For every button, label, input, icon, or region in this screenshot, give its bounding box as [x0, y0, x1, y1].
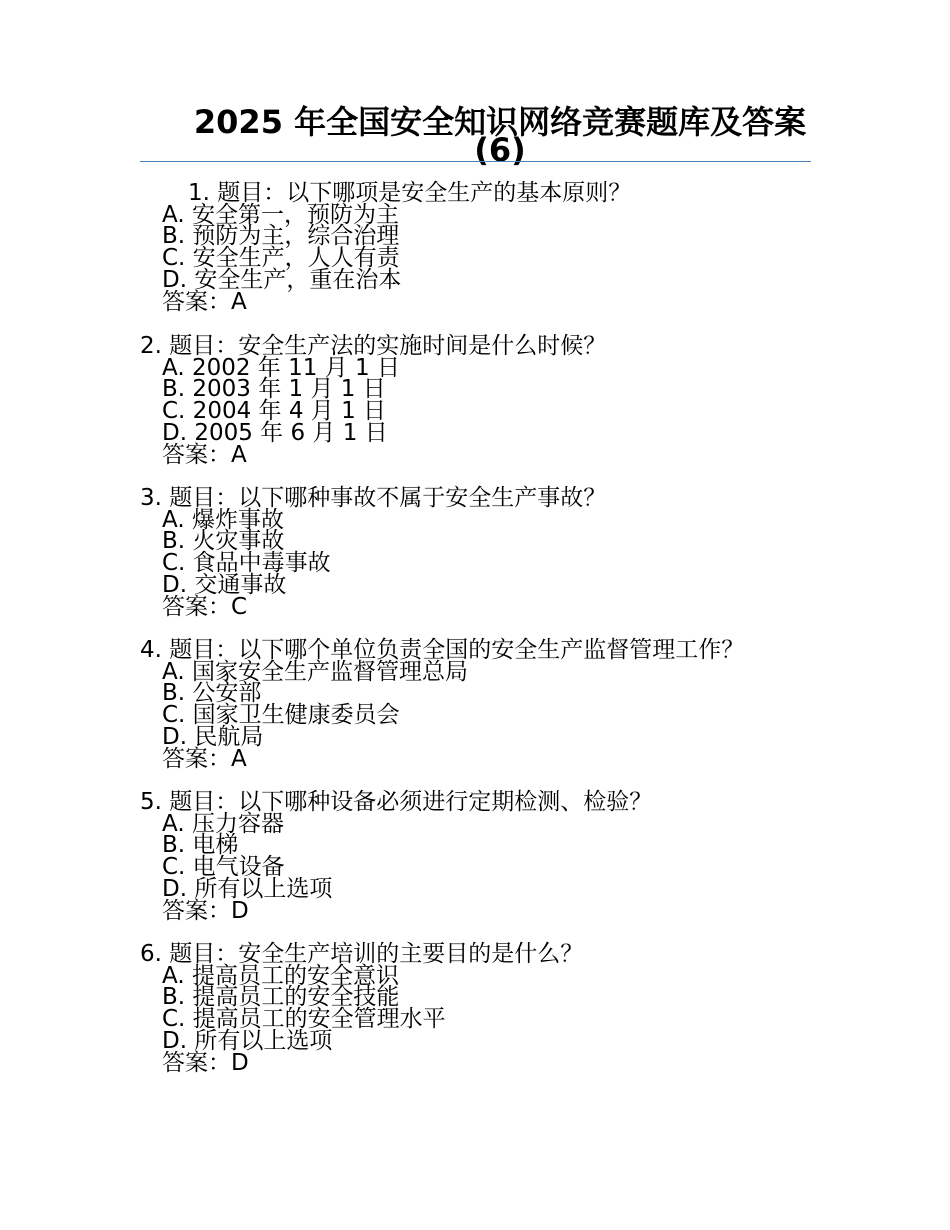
answer-text: 答案：C — [162, 593, 248, 620]
question-text: 6. 题目：安全生产培训的主要目的是什么？ — [140, 941, 584, 967]
option-a: A. 爆炸事故 — [162, 506, 284, 533]
option-b: B. 2003 年 1 月 1 日 — [162, 376, 386, 403]
question-block-1 — [140, 180, 840, 315]
option-c: C. 国家卫生健康委员会 — [162, 702, 400, 729]
option-c: C. 电气设备 — [162, 854, 285, 881]
option-c: C. 提高员工的安全管理水平 — [162, 1006, 446, 1033]
option-d: D. 所有以上选项 — [162, 1027, 333, 1054]
option-d: D. 交通事故 — [162, 571, 287, 598]
document-title: 2025 年全国安全知识网络竞赛题库及答案(6) — [193, 103, 807, 169]
answer-text: 答案：A — [162, 745, 247, 772]
option-c: C. 2004 年 4 月 1 日 — [162, 398, 387, 425]
question-text: 1. 题目：以下哪项是安全生产的基本原则？ — [188, 180, 632, 206]
question-text: 4. 题目：以下哪个单位负责全国的安全生产监督管理工作？ — [140, 637, 745, 663]
answer-text: 答案：D — [162, 1049, 249, 1076]
option-a: A. 压力容器 — [162, 810, 284, 837]
option-d: D. 安全生产，重在治本 — [162, 266, 402, 293]
answer-text: 答案：A — [162, 288, 247, 315]
option-a: A. 安全第一，预防为主 — [162, 201, 399, 228]
option-b: B. 预防为主，综合治理 — [162, 223, 400, 250]
option-c: C. 安全生产，人人有责 — [162, 245, 400, 272]
question-text: 3. 题目：以下哪种事故不属于安全生产事故？ — [140, 485, 607, 511]
option-b: B. 火灾事故 — [162, 528, 285, 555]
option-d: D. 所有以上选项 — [162, 875, 333, 902]
answer-text: 答案：D — [162, 897, 249, 924]
option-c: C. 食品中毒事故 — [162, 550, 331, 577]
option-d: D. 2005 年 6 月 1 日 — [162, 419, 388, 446]
title-underline — [140, 161, 811, 162]
answer-text: 答案：A — [162, 441, 247, 468]
option-b: B. 提高员工的安全技能 — [162, 984, 400, 1011]
option-a: A. 提高员工的安全意识 — [162, 962, 399, 989]
question-block-5 — [140, 789, 840, 924]
option-a: A. 国家安全生产监督管理总局 — [162, 658, 468, 685]
option-a: A. 2002 年 11 月 1 日 — [162, 354, 400, 381]
question-block-6 — [140, 941, 840, 1076]
question-block-2 — [140, 333, 840, 468]
question-block-3 — [140, 485, 840, 620]
question-block-4 — [140, 637, 840, 772]
question-text: 5. 题目：以下哪种设备必须进行定期检测、检验？ — [140, 789, 653, 815]
option-b: B. 电梯 — [162, 832, 239, 859]
question-text: 2. 题目：安全生产法的实施时间是什么时候？ — [140, 333, 607, 359]
option-d: D. 民航局 — [162, 723, 264, 750]
option-b: B. 公安部 — [162, 680, 262, 707]
